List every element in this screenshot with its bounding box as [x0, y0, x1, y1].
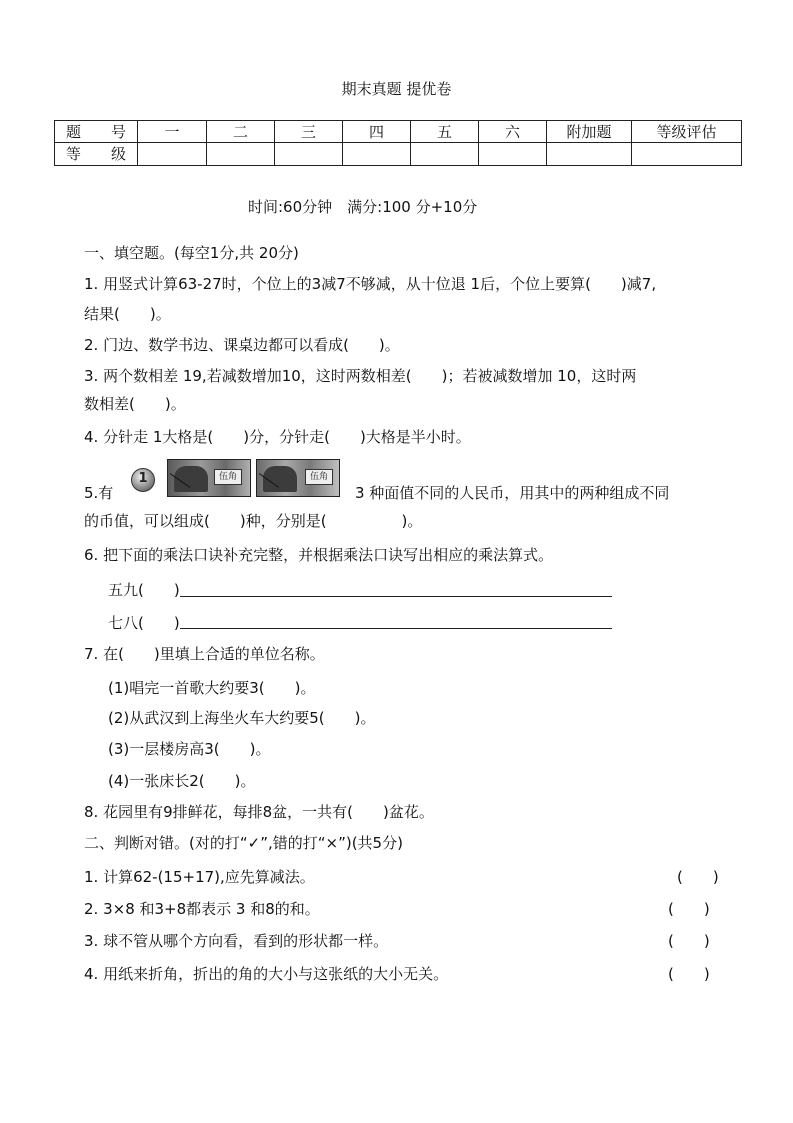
score-header-cell: 五 — [411, 121, 479, 143]
grade-cell[interactable] — [411, 143, 479, 166]
exam-meta: 时间:60分钟 满分:100 分+10分 — [248, 198, 478, 216]
judge-item-4: 4. 用纸来折角，折出的角的大小与这张纸的大小无关。 — [84, 965, 449, 983]
question-8: 8. 花园里有9排鲜花，每排8盆，一共有( )盆花。 — [84, 803, 434, 821]
banknote-image — [256, 459, 340, 497]
question-5-prefix: 5.有 — [84, 484, 114, 502]
section2-heading: 二、判断对错。(对的打“✓”,错的打“×”)(共5分) — [84, 834, 403, 852]
score-header-cell: 一 — [138, 121, 207, 143]
banknote-value-label: 伍角 — [214, 469, 242, 485]
score-table-grade-row — [55, 143, 742, 166]
grade-cell[interactable] — [138, 143, 207, 166]
grade-cell[interactable] — [632, 143, 742, 166]
question-3-line-2: 数相差( )。 — [84, 395, 186, 413]
score-table — [54, 120, 742, 166]
question-6-b: 七八( ) — [108, 614, 180, 632]
question-5-line-2: 的币值，可以组成( )种，分别是( )。 — [84, 512, 423, 530]
judge-item-1: 1. 计算62-(15+17),应先算减法。 — [84, 868, 315, 886]
banknote-image — [167, 459, 251, 497]
section1-heading: 一、填空题。(每空1分,共 20分) — [84, 244, 299, 262]
answer-line[interactable] — [180, 628, 612, 629]
question-3-line-1: 3. 两个数相差 19,若减数增加10，这时两数相差( )；若被减数增加 10，这时两 — [84, 367, 637, 385]
grade-cell[interactable] — [343, 143, 411, 166]
answer-parentheses[interactable]: ( ) — [668, 900, 710, 918]
answer-parentheses[interactable]: ( ) — [668, 965, 710, 983]
question-7-4: (4)一张床长2( )。 — [108, 772, 256, 790]
answer-line[interactable] — [180, 596, 612, 597]
grade-cell[interactable] — [207, 143, 275, 166]
score-table-header-row — [55, 121, 742, 143]
banknote-value-label: 伍角 — [305, 469, 333, 485]
answer-parentheses[interactable]: ( ) — [677, 868, 719, 886]
question-4: 4. 分针走 1大格是( )分，分针走( )大格是半小时。 — [84, 428, 471, 446]
answer-parentheses[interactable]: ( ) — [668, 932, 710, 950]
judge-item-2: 2. 3×8 和3+8都表示 3 和8的和。 — [84, 900, 320, 918]
score-header-cell: 二 — [207, 121, 275, 143]
score-header-cell: 等级评估 — [632, 121, 742, 143]
question-1-line-2: 结果( )。 — [84, 305, 171, 323]
grade-cell[interactable] — [547, 143, 632, 166]
grade-cell[interactable] — [275, 143, 343, 166]
question-7: 7. 在( )里填上合适的单位名称。 — [84, 645, 325, 663]
question-5-suffix: 3 种面值不同的人民币，用其中的两种组成不同 — [355, 484, 670, 502]
grade-label-cell: 等 级 — [55, 143, 138, 166]
question-7-2: (2)从武汉到上海坐火车大约要5( )。 — [108, 709, 376, 727]
page-title: 期末真题 提优卷 — [341, 80, 452, 98]
score-header-cell: 三 — [275, 121, 343, 143]
question-6-a: 五九( ) — [108, 581, 180, 599]
score-header-cell: 题 号 — [55, 121, 138, 143]
question-1-line-1: 1. 用竖式计算63-27时，个位上的3减7不够减，从十位退 1后，个位上要算( )减7, — [84, 275, 657, 293]
question-6: 6. 把下面的乘法口诀补充完整，并根据乘法口诀写出相应的乘法算式。 — [84, 546, 554, 564]
score-header-cell: 四 — [343, 121, 411, 143]
question-7-1: (1)唱完一首歌大约要3( )。 — [108, 679, 316, 697]
score-header-cell: 附加题 — [547, 121, 632, 143]
judge-item-3: 3. 球不管从哪个方向看，看到的形状都一样。 — [84, 932, 389, 950]
score-header-cell: 六 — [479, 121, 547, 143]
question-7-3: (3)一层楼房高3( )。 — [108, 740, 271, 758]
grade-cell[interactable] — [479, 143, 547, 166]
question-2: 2. 门边、数学书边、课桌边都可以看成( )。 — [84, 336, 400, 354]
coin-icon: 1 — [131, 468, 155, 492]
